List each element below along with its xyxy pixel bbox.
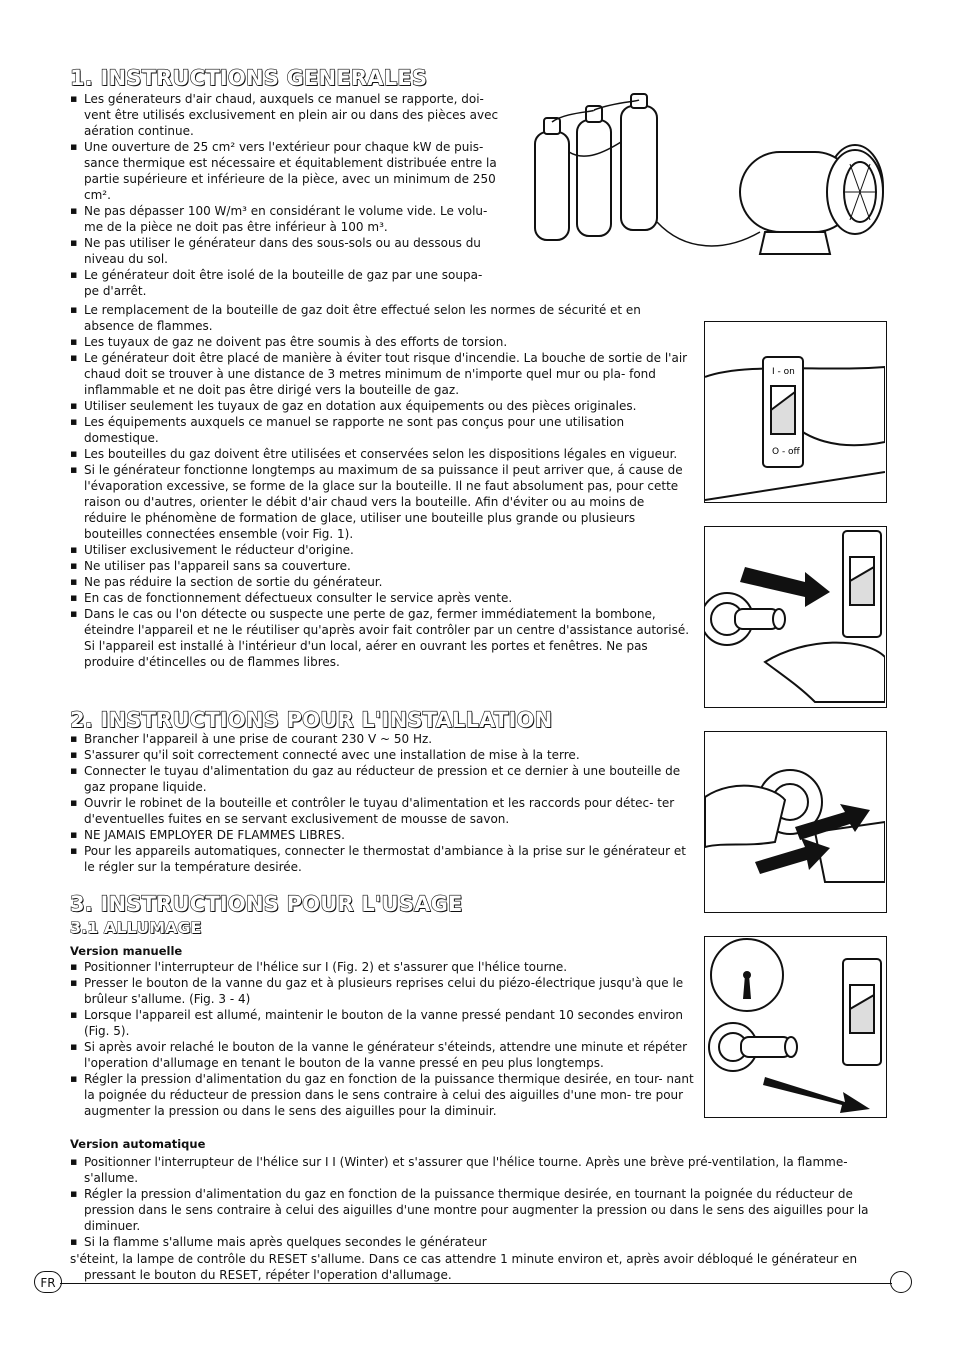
auto-version-heading: Version automatique [70, 1137, 206, 1151]
list-item: ▪ Positionner l'interrupteur de l'hélice sur I (Fig. 2) et s'assurer que l'hélice tourne. [70, 959, 695, 975]
list-item: ▪ Utiliser seulement les tuyaux de gaz en dotation aux équipements ou des pièces originales. [70, 398, 690, 414]
auto-version-list [70, 1154, 895, 1250]
list-item: ▪ Régler la pression d'alimentation du gaz en fonction de la puissance thermique desirée, en tour- nant la poignée du réducteur de pression dans le sens contraire à celui des aiguilles d'une mon- tre pour augmenter la pression ou dans le sens des aiguilles pour la diminuir. [70, 1071, 695, 1119]
list-item: ▪ Le générateur doit être placé de manière à éviter tout risque d'incendie. La bouche de sortie de l'air chaud doit se trouver à une distance de 3 metres minimum de n'importe quel mur ou pla- fond inflammable et ne doit pas être dirigé vers la bouteille de gaz. [70, 350, 690, 398]
list-item: ▪ Brancher l'appareil à une prise de courant 230 V ~ 50 Hz. [70, 731, 695, 747]
list-item: ▪ Les tuyaux de gaz ne doivent pas être soumis à des efforts de torsion. [70, 334, 690, 350]
list-item: ▪ Si le générateur fonctionne longtemps au maximum de sa puissance il peut arriver que, á cause de l'évaporation excessive, se forme de la glace sur la bouteille. Il ne faut absolument pas, pour cette raison ou d'autres, orienter le débit d'air chaud vers la bouteille. Afin d'éviter ou au moins de réduire le phénomène de formation de glace, utiliser une bouteille plus grande ou plusieurs bouteilles connectées ensemble (voir Fig. 1). [70, 462, 690, 542]
section-2-title: 2. INSTRUCTIONS POUR L'INSTALLATION [70, 708, 553, 732]
list-item: ▪ Les génerateurs d'air chaud, auxquels ce manuel se rapporte, doi- vent être utilisés exclusivement en plein air ou dans des pièces avec aération continue. [70, 91, 500, 139]
list-item: ▪ Connecter le tuyau d'alimentation du gaz au réducteur de pression et ce dernier à une bouteille de gaz propane liquide. [70, 763, 695, 795]
list-item: ▪ Ouvrir le robinet de la bouteille et contrôler le tuyau d'alimentation et les raccords pour détec- ter d'eventuelles fuites en se servant exclusivement de mousse de savon. [70, 795, 695, 827]
auto-version-last-line: pressant le bouton du RESET, répéter l'operation d'allumage. [84, 1268, 452, 1282]
list-item: ▪ Ne utiliser pas l'appareil sans sa couverture. [70, 558, 690, 574]
auto-version-continuation: s'éteint, la lampe de contrôle du RESET s'allume. Dans ce cas attendre 1 minute environ et, après avoir débloqué le générateur en [70, 1252, 858, 1266]
list-item: ▪ Ne pas réduire la section de sortie du générateur. [70, 574, 690, 590]
manual-version-heading: Version manuelle [70, 944, 183, 958]
manual-version-list [70, 959, 695, 1119]
list-item: ▪ Presser le bouton de la vanne du gaz et à plusieurs reprises celui du piézo-électrique jusqu'à que le brûleur s'allume. (Fig. 3 - 4) [70, 975, 695, 1007]
language-badge: FR [34, 1271, 62, 1293]
list-item: ▪ NE JAMAIS EMPLOYER DE FLAMMES LIBRES. [70, 827, 695, 843]
list-item: ▪ Le générateur doit être isolé de la bouteille de gaz par une soupa- pe d'arrêt. [70, 267, 500, 299]
hold-button-illustration [705, 937, 885, 1116]
list-item: ▪ Régler la pression d'alimentation du gaz en fonction de la puissance thermique desirée, en tournant la poignée du réducteur de pression dans le sens contraire à celui des aiguilles d'une montre pour augmenter la pression ou dans le sens des aiguilles pour la diminuer. [70, 1186, 895, 1234]
figure-hold-button [704, 936, 887, 1118]
page-number-circle [890, 1271, 912, 1293]
footer-rule [60, 1283, 892, 1284]
list-item: ▪ Si après avoir relaché le bouton de la vanne le générateur s'éteinds, attendre une minute et répéter l'operation d'allumage en tenant le bouton de la vanne pressé en peu plus longtemps. [70, 1039, 695, 1071]
list-item: ▪ Si la flamme s'allume mais après quelques secondes le générateur [70, 1234, 895, 1250]
list-item: ▪ Les bouteilles du gaz doivent être utilisées et conservées selon les dispositions légales en vigueur. [70, 446, 690, 462]
piezo-illustration [705, 732, 885, 911]
switch-illustration [705, 322, 885, 501]
list-item: ▪ Ne pas dépasser 100 W/m³ en considérant le volume vide. Le volu- me de la pièce ne doit pas être inférieur à 100 m³. [70, 203, 500, 235]
section-3-title: 3. INSTRUCTIONS POUR L'USAGE [70, 892, 463, 916]
list-item: ▪ Positionner l'interrupteur de l'hélice sur I I (Winter) et s'assurer que l'hélice tourne. Après une brève pré-ventilation, la flamme- s'allume. [70, 1154, 895, 1186]
list-item: ▪ Dans le cas ou l'on détecte ou suspecte une perte de gaz, fermer immédiatement la bombone, éteindre l'appareil et ne le réutiliser qu'après avoir fait contrôler par un centre d'assistance autorisé. Si l'appareil est installé à l'intérieur d'un local, aérer en ouvrant les portes et fenêtres. Ne pas produire d'étincelles ou de flammes libres. [70, 606, 690, 670]
list-item: ▪ S'assurer qu'il soit correctement connecté avec une installation de mise à la terre. [70, 747, 695, 763]
section-2-list [70, 731, 695, 875]
list-item: ▪ Ne pas utiliser le générateur dans des sous-sols ou au dessous du niveau du sol. [70, 235, 500, 267]
figure-heater-with-bottles [525, 92, 900, 262]
figure-switch [704, 321, 887, 503]
list-item: ▪ En cas de fonctionnement défectueux consulter le service après vente. [70, 590, 690, 606]
list-item: ▪ Utiliser exclusivement le réducteur d'origine. [70, 542, 690, 558]
section-1-list-wide [70, 302, 690, 670]
section-1-list-narrow [70, 91, 500, 299]
list-item: ▪ Une ouverture de 25 cm² vers l'extérieur pour chaque kW de puis- sance thermique est nécessaire et équitablement distribuée entre la partie supérieure et inférieure de la pièce, avec un minimum de 250 cm². [70, 139, 500, 203]
valve-knob-illustration [705, 527, 885, 706]
section-3-1-subtitle: 3.1 ALLUMAGE [70, 918, 202, 937]
list-item: ▪ Lorsque l'appareil est allumé, maintenir le bouton de la vanne pressé pendant 10 secondes environ (Fig. 5). [70, 1007, 695, 1039]
figure-piezo-button [704, 731, 887, 913]
list-item: ▪ Le remplacement de la bouteille de gaz doit être effectué selon les normes de sécurité et en absence de flammes. [70, 302, 690, 334]
list-item: ▪ Les équipements auxquels ce manuel se rapporte ne sont pas conçus pour une utilisation domestique. [70, 414, 690, 446]
switch-off-label: O - off [772, 447, 800, 457]
figure-valve-knob [704, 526, 887, 708]
list-item: ▪ Pour les appareils automatiques, connecter le thermostat d'ambiance à la prise sur le générateur et le régler sur la température desirée. [70, 843, 695, 875]
section-1-title: 1. INSTRUCTIONS GENERALES [70, 66, 428, 90]
switch-on-label: I - on [772, 367, 795, 377]
